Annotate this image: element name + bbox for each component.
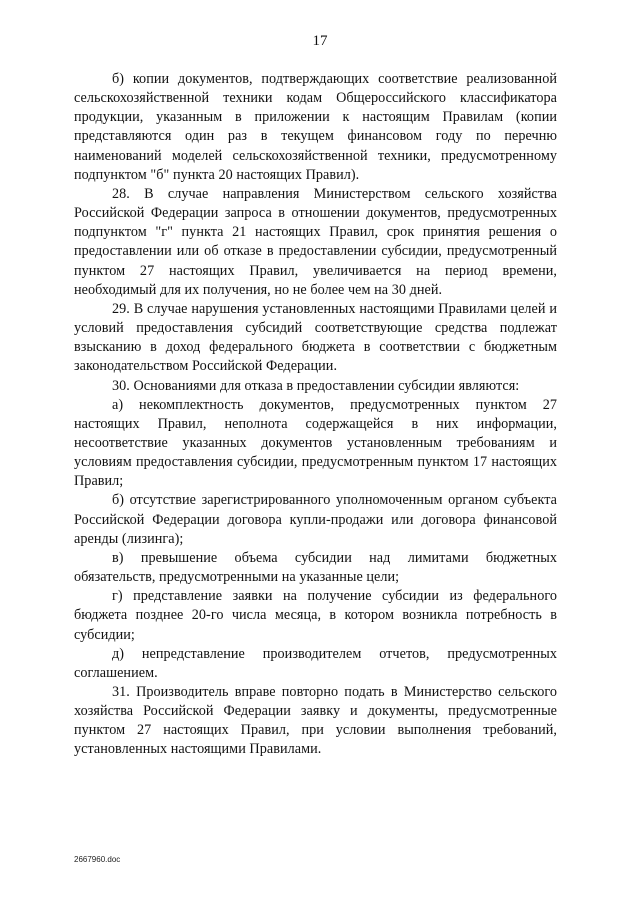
- paragraph-subitem-d: д) непредставление производителем отчетов, предусмотренных соглашением.: [74, 645, 557, 681]
- document-body: [74, 70, 557, 760]
- paragraph-item-31: 31. Производитель вправе повторно подать в Министерство сельского хозяйства Российской Федерации заявку и документы, предусмотренные пунктом 27 настоящих Правил, при условии выполнения требований, установленных настоящими Правилами.: [74, 684, 557, 758]
- paragraph-subitem-v: в) превышение объема субсидии над лимитами бюджетных обязательств, предусмотренными на указанные цели;: [74, 549, 557, 586]
- paragraph-subitem-b: б) отсутствие зарегистрированного уполномоченным органом субъекта Российской Федерации договора купли-продажи или договора финансовой аренды (лизинга);: [74, 492, 557, 547]
- page-number: 17: [312, 33, 328, 49]
- paragraph-item-30: 30. Основаниями для отказа в предоставлении субсидии являются:: [112, 377, 520, 394]
- document-file-id: 2667960.doc: [74, 855, 121, 864]
- paragraph-subitem-a: а) некомплектность документов, предусмотренных пунктом 27 настоящих Правил, неполнота содержащейся в них информации, несоответствие указанных документов установленным требованиям и условиям предоставления субсидии, предусмотренным пунктом 17 настоящих Правил;: [74, 396, 557, 490]
- paragraph-item-29: 29. В случае нарушения установленных настоящими Правилами целей и условий предоставления субсидий соответствующие средства подлежат взысканию в доход федерального бюджета в соответствии с бюджетным законодательством Российской Федерации.: [74, 300, 557, 375]
- paragraph-item-28: 28. В случае направления Министерством сельского хозяйства Российской Федерации запроса в отношении документов, предусмотренных подпунктом "г" пункта 21 настоящих Правил, срок принятия решения о предоставлении или об отказе в предоставлении субсидии, предусмотренный пунктом 27 настоящих Правил, увеличивается на период времени, необходимый для их получения, но не более чем на 30 дней.: [74, 185, 557, 298]
- paragraph-subitem-b-copies: б) копии документов, подтверждающих соответствие реализованной сельскохозяйственной техники кодам Общероссийского классификатора продукции, указанным в приложении к настоящим Правилам (копии представляются один раз в текущем финансовом году по перечню наименований моделей сельскохозяйственной техники, предусмотренному подпунктом "б" пункта 20 настоящих Правил).: [74, 71, 557, 183]
- paragraph-subitem-g: г) представление заявки на получение субсидии из федерального бюджета позднее 20-го числа месяца, в котором возникла потребность в субсидии;: [74, 588, 557, 643]
